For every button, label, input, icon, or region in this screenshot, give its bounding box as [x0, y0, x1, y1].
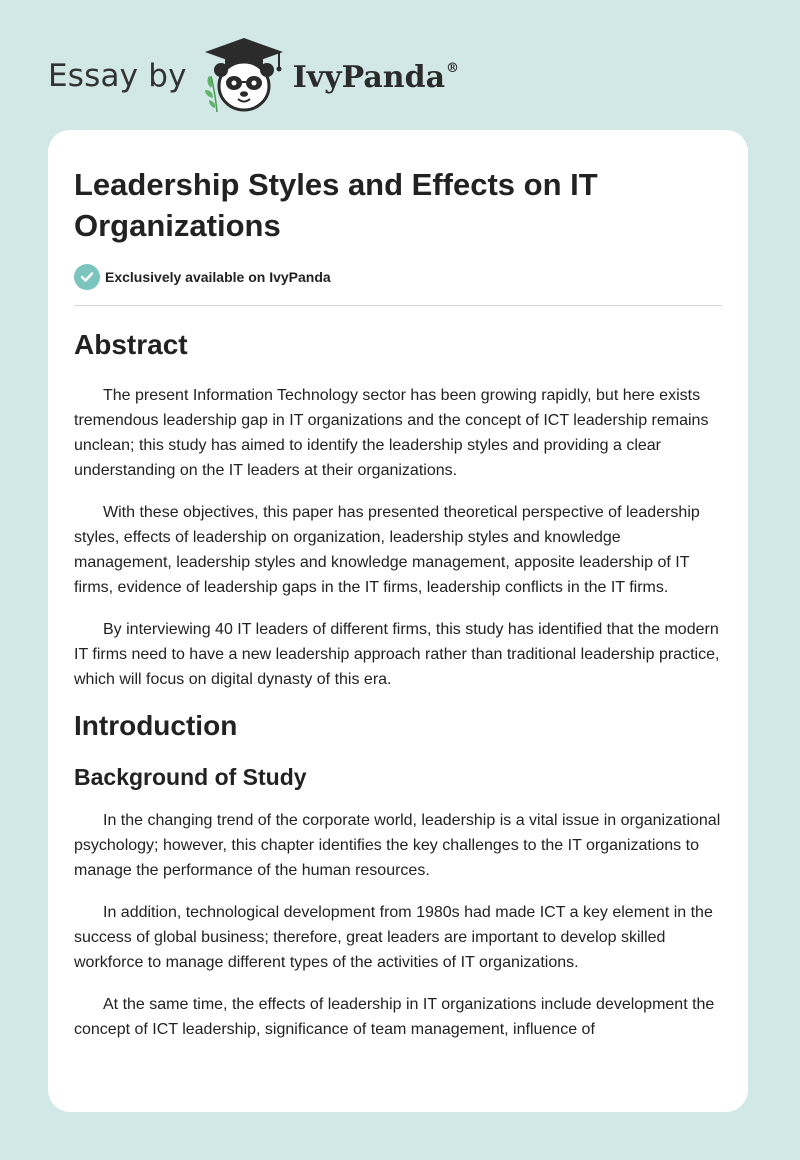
abstract-paragraph-2: With these objectives, this paper has presented theoretical perspective of leadership styles, effects of leadership on organization, leadership styles and knowledge management, leadership styles and knowledge management, apposite leadership of IT firms, evidence of leadership gaps in the IT firms, leadership conflicts in the IT firms.	[74, 504, 700, 596]
introduction-heading: Introduction	[74, 710, 238, 741]
exclusive-badge	[74, 264, 722, 290]
panda-logo-icon[interactable]	[201, 36, 287, 116]
essay-title: Leadership Styles and Effects on IT Organizations	[74, 167, 598, 243]
introduction-paragraph-2: In addition, technological development from 1980s had made ICT a key element in the success of global business; therefore, great leaders are important to develop skilled workforce to manage different types of the activities of IT organizations.	[74, 904, 713, 971]
site-header	[48, 36, 459, 116]
abstract-paragraph-1: The present Information Technology sector has been growing rapidly, but here exists tremendous leadership gap in IT organizations and the concept of ICT leadership remains unclean; this study has aimed to identify the leadership styles and providing a clear understanding on the IT leaders at their organizations.	[74, 387, 709, 479]
abstract-heading: Abstract	[74, 329, 188, 360]
check-icon	[74, 264, 100, 290]
introduction-paragraph-3: At the same time, the effects of leadership in IT organizations include development the concept of ICT leadership, significance of team management, influence of	[74, 996, 715, 1038]
essay-card	[48, 130, 748, 1112]
introduction-paragraph-1: In the changing trend of the corporate world, leadership is a vital issue in organizational psychology; however, this chapter identifies the key challenges to the IT organizations to manage the performance of the human resources.	[74, 812, 721, 879]
brand-text: IvyPanda	[292, 59, 446, 95]
brand-name[interactable]	[293, 60, 459, 95]
essay-by-label: Essay by	[48, 58, 187, 94]
registered-mark: ®	[446, 60, 460, 76]
title-divider	[74, 305, 722, 306]
abstract-paragraph-3: By interviewing 40 IT leaders of different firms, this study has identified that the modern IT firms need to have a new leadership approach rather than traditional leadership practice, which will focus on digital dynasty of this era.	[74, 621, 720, 688]
badge-label: Exclusively available on IvyPanda	[105, 269, 331, 285]
background-subheading: Background of Study	[74, 764, 307, 790]
